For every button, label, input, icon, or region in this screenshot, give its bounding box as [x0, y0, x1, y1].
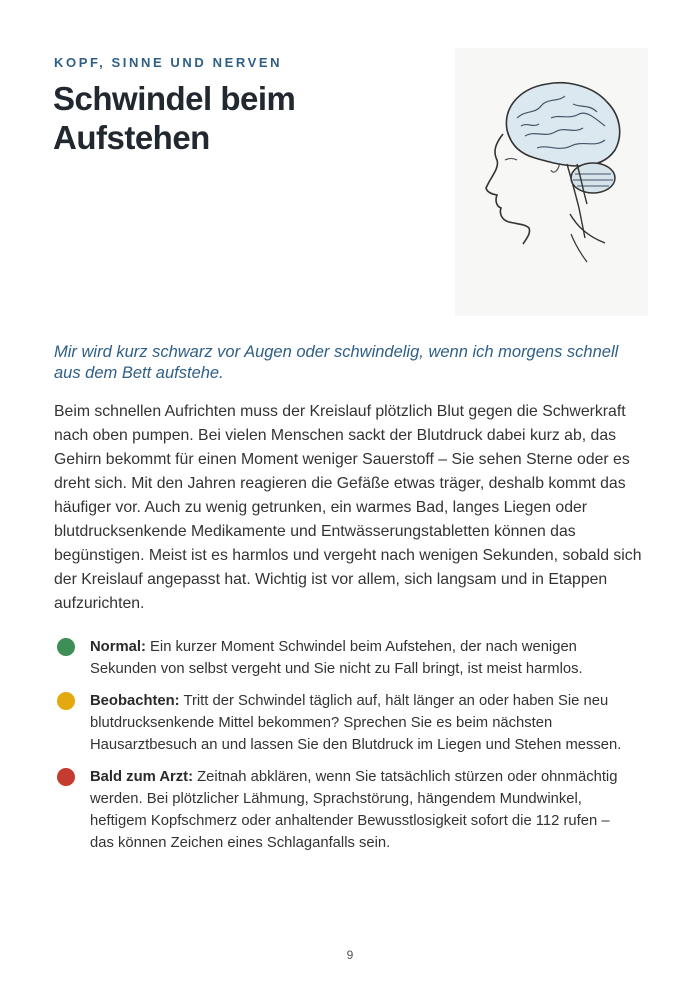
body-text: Beim schnellen Aufrichten muss der Kreislauf plötzlich Blut gegen die Schwerkraft nach oben pumpen. Bei vielen Menschen sackt der Blutdruck dabei kurz ab, das Gehirn bekommt für einen Moment weniger Sauerstoff – Sie sehen Sterne oder es dreht sich. Mit den Jahren reagieren die Gefäße etwas träger, deshalb kommt das häufiger vor. Auch zu wenig getrunken, ein warmes Bad, langes Liegen oder blutdrucksenkende Medikamente und Entwässerungstabletten können das begünstigen. Meist ist es harmlos und vergeht nach wenigen Sekunden, sobald sich der Kreislauf angepasst hat. Wichtig ist vor allem, sich langsam und in Etappen aufzurichten.	[54, 403, 642, 612]
yellow-status-dot	[57, 692, 75, 710]
item-label: Bald zum Arzt:	[90, 769, 194, 785]
item-text: Zeitnah abklären, wenn Sie tatsächlich stürzen oder ohnmächtig werden. Bei plötzlicher Lähmung, Sprachstörung, hängendem Mundwinkel, heftigem Kopfschmerz oder anhaltender Bewusstlosigkeit sofort die 112 rufen – das können Zeichen eines Schlaganfalls sein.	[90, 769, 618, 851]
assessment-list	[57, 636, 637, 864]
assessment-item-doctor	[57, 766, 637, 854]
page-number: 9	[346, 948, 354, 962]
assessment-item-observe	[57, 690, 637, 756]
category-label: KOPF, SINNE UND NERVEN	[54, 55, 283, 70]
item-text: Ein kurzer Moment Schwindel beim Aufstehen, der nach wenigen Sekunden von selbst vergeht und Sie nicht zu Fall bringt, ist meist harmlos.	[90, 639, 583, 677]
green-status-dot	[57, 638, 75, 656]
red-status-dot	[57, 768, 75, 786]
item-label: Normal:	[90, 639, 146, 655]
item-text: Tritt der Schwindel täglich auf, hält länger an oder haben Sie neu blutdrucksenkende Mittel bekommen? Sprechen Sie es beim nächsten Hausarztbesuch an und lassen Sie den Blutdruck im Liegen und Stehen messen.	[90, 693, 622, 753]
brain-head-profile-icon	[455, 48, 648, 316]
lead-question: Mir wird kurz schwarz vor Augen oder schwindelig, wenn ich morgens schnell aus dem Bett aufstehe.	[54, 343, 619, 382]
item-label: Beobachten:	[90, 693, 180, 709]
page-title: Schwindel beim Aufstehen	[53, 80, 296, 156]
assessment-item-normal	[57, 636, 637, 680]
